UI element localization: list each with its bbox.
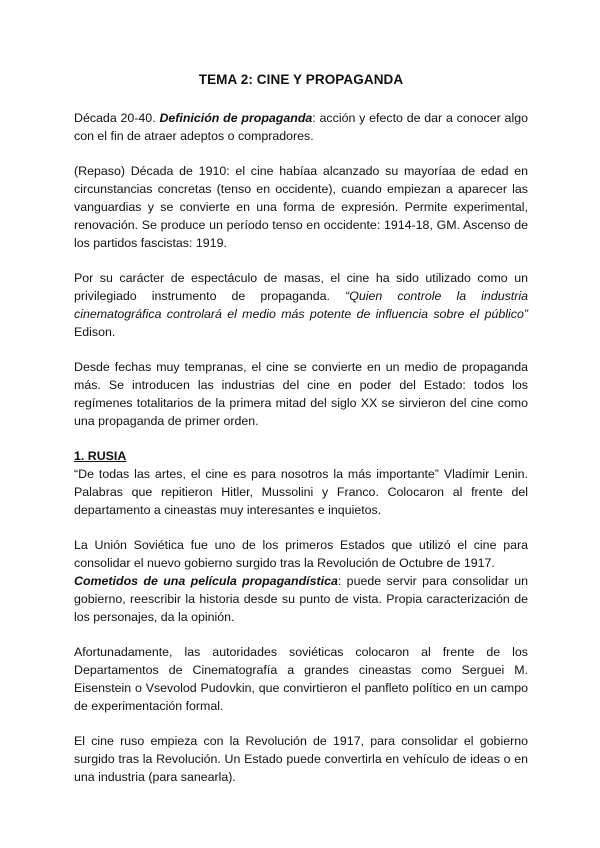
quote-author: Edison. <box>74 325 116 339</box>
paragraph-espectaculo <box>74 269 528 341</box>
paragraph-cine-ruso: El cine ruso empieza con la Revolución de 1917, para consolidar el gobierno surgido tras la Revolución. Un Estado puede convertirla en vehículo de ideas o en una industria (para sanearla). <box>74 734 528 784</box>
paragraph-text: Por su carácter de espectáculo de masas, el cine ha sido utilizado como un privilegiado instrumento de propaganda. <box>74 271 528 303</box>
paragraph-prefix: Década 20-40. <box>74 111 160 125</box>
page-title: TEMA 2: CINE Y PROPAGANDA <box>198 72 404 87</box>
definition-text: : acción y efecto de dar a conocer algo con el fin de atraer adeptos o compradores. <box>74 111 528 143</box>
paragraph-definition <box>74 109 528 145</box>
cometidos-term: Cometidos de una película propagandística <box>74 574 338 588</box>
paragraph-fechas: Desde fechas muy tempranas, el cine se convierte en un medio de propaganda más. Se introducen las industrias del cine en poder del Estado: todos los regímenes totalitarios de la primera mitad del siglo XX se sirvieron del cine como una propaganda de primer orden. <box>74 360 528 428</box>
cometidos-text: : puede servir para consolidar un gobierno, reescribir la historia desde su punto de vista. Propia caracterización de los personajes, da la opinión. <box>74 574 528 624</box>
edison-quote: “Quien controle la industria cinematográfica controlará el medio más potente de influencia sobre el público” <box>74 289 529 321</box>
paragraph-cometidos <box>74 572 528 626</box>
paragraph-repaso: (Repaso) Década de 1910: el cine habíaa alcanzado su mayoríaa de edad en circunstancias concretas (tenso en occidente), cuando empiezan a aparecer las vanguardias y se convierte en una forma de expresión. Permite experimental, renovación. Se produce un período tenso en occidente: 1914-18, GM. Ascenso de los partidos fascistas: 1919. <box>74 164 528 250</box>
paragraph-lenin: “De todas las artes, el cine es para nosotros la más importante” Vladímir Lenin. Palabras que repitieron Hitler, Mussolini y Franco. Colocaron al frente del departamento a cineastas muy interesantes e inquietos. <box>74 467 528 517</box>
paragraph-afortunadamente: Afortunadamente, las autoridades soviéticas colocaron al frente de los Departamentos de Cinematografía a grandes cineastas como Serguei M. Eisenstein o Vsevolod Pudovkin, que convirtieron el panfleto político en un campo de experimentación formal. <box>74 645 528 713</box>
section-heading-rusia: 1. RUSIA <box>74 449 127 463</box>
definition-term: Definición de propaganda <box>159 111 313 125</box>
paragraph-union-sovietica: La Unión Soviética fue uno de los primeros Estados que utilizó el cine para consolidar el nuevo gobierno surgido tras la Revolución de Octubre de 1917. <box>74 538 528 570</box>
